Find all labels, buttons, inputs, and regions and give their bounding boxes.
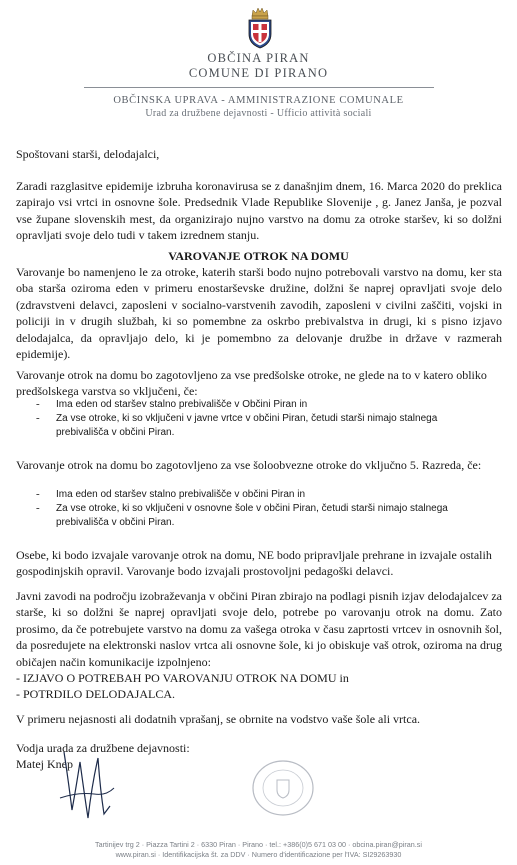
office-name: Urad za družbene dejavnosti - Ufficio attività sociali [145,108,372,119]
footer-website: www.piran.si · Identifikacijska št. za DDV · Numero d'identificazione per l'IVA: SI29263930 [115,850,402,859]
bullet-dash: - [36,488,40,500]
greeting: Spoštovani starši, delodajalci, [16,147,160,161]
paragraph-school: Varovanje otrok na domu bo zagotovljeno za vse šoloobvezne otroke do vključno 5. Razreda, če: [16,458,482,472]
required-document-1: - IZJAVO O POTREBAH PO VAROVANJU OTROK NA DOMU in [16,671,349,685]
school-condition-2: Za vse otroke, ki so vključeni v osnovne šole v občini Piran, četudi starši nimajo stalnega prebivališča v občini Piran. [56,503,448,528]
paragraph-caregivers: Osebe, ki bodo izvajale varovanje otrok na domu, NE bodo pripravljale prehrane in izvajale ostalih gospodinjskih opravil. Varovanje bodo izvajali prostovoljni pedagoški delavci. [16,548,492,579]
paragraph-procedure: Javni zavodi na področju izobraževanja v občini Piran zbirajo na podlagi pisnih izjav delodajalcev za starše, ki so dolžni še naprej opravljati svoje delo, potrebe po varovanju otrok na domu. Zato prosimo, da če potrebujete varstvo na domu za vašega otroka v času zaprtosti vrtcev in osnovnih šol, da posredujete na elektronski naslov vrtca ali osnovne šole, ki jo obiskuje vaš otrok, oziroma na drug običajen način komunikacije izpolnjeno: [16,589,502,669]
preschool-condition-2: Za vse otroke, ki so vključeni v javne vrtce v občini Piran, četudi starši nimajo stalnega prebivališča v občini Piran. [56,413,438,438]
header-divider [84,87,434,88]
coat-of-arms-icon [245,7,275,49]
bullet-dash: - [36,502,40,514]
footer-address: Tartinijev trg 2 · Piazza Tartini 2 · 6330 Piran · Pirano · tel.: +386(0)5 671 03 00 · obcina.piran@piran.si [95,840,422,849]
section-title: VAROVANJE OTROK NA DOMU [168,249,349,263]
required-document-2: - POTRDILO DELODAJALCA. [16,687,175,701]
paragraph-intro: Zaradi razglasitve epidemije izbruha koronavirusa se z današnjim dnem, 16. Marca 2020 do preklica zapirajo vsi vrtci in osnovne šole. Predsednik Vlade Republike Slovenije , g. Janez Janša, je pozval vse župane slovenskih mest, da organizirajo nujno varstvo na domu za otroke staršev, ki so dolžni opravljati svoje delo tudi v takem izrednem stanju. [16,179,502,243]
bullet-dash: - [36,412,40,424]
preschool-condition-1: Ima eden od staršev stalno prebivališče v Občini Piran in [56,399,308,410]
municipality-name-it: COMUNE DI PIRANO [188,66,329,80]
bullet-dash: - [36,398,40,410]
handwritten-signature-icon [54,748,118,824]
paragraph-preschool: Varovanje otrok na domu bo zagotovljeno za vse predšolske otroke, ne glede na to v katero obliko predšolskega varstva so vključeni, če: [16,368,487,399]
administration-name: OBČINSKA UPRAVA - AMMINISTRAZIONE COMUNALE [113,95,404,106]
municipality-name-sl: OBČINA PIRAN [207,51,310,65]
paragraph-contact: V primeru nejasnosti ali dodatnih vprašanj, se obrnite na vodstvo vaše šole ali vrtca. [16,712,421,726]
signatory-title: Vodja urada za družbene dejavnosti: [16,741,190,755]
paragraph-eligibility: Varovanje bo namenjeno le za otroke, katerih starši bodo nujno potrebovali varstvo na domu, ker sta oba starša oziroma eden v primeru enostarševske družine, dolžni še naprej opravljati svoje delo (zdravstveni delavci, zaposleni v socialno-varstvenih zavodih, zaposleni v civilni zaščiti, vojski in policiji in v drugih službah, ki so pomembne za oskrbo prebivalstva in drugi, ki s pisno izjavo delodajalca, da opravljajo delo, ki je pomembno za delovanje družbe in države v razmerah epidemije). [16,265,502,362]
signatory-name: Matej Knep [16,757,73,771]
school-condition-1: Ima eden od staršev stalno prebivališče v občini Piran in [56,489,306,500]
official-stamp-icon [246,758,320,818]
